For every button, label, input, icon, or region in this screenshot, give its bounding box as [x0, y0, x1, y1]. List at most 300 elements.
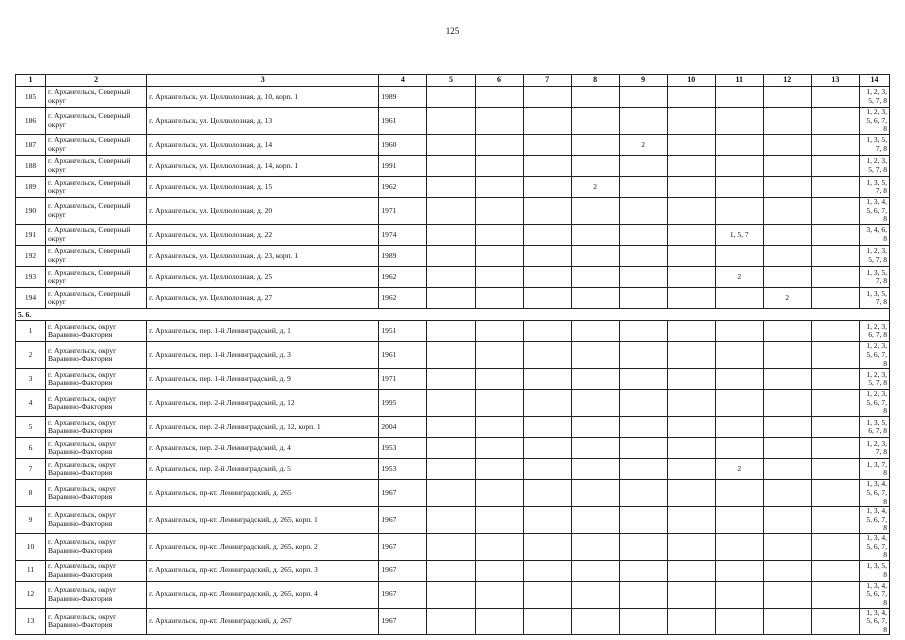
col-5-cell: [427, 507, 475, 534]
table-row: [16, 560, 890, 581]
row-number: 13: [16, 608, 46, 635]
row-number: 187: [16, 134, 46, 155]
col-12-cell: [763, 507, 811, 534]
col-6-cell: [475, 507, 523, 534]
col-11-cell: [715, 581, 763, 608]
year-cell: 1991: [379, 155, 427, 176]
col-14-cell: 1, 3, 4, 5, 6, 7, 8: [859, 533, 889, 560]
col-5-cell: [427, 267, 475, 288]
address-cell: г. Архангельск, ул. Целлюлозная, д. 14, корп. 1: [147, 155, 379, 176]
col-10-cell: [667, 507, 715, 534]
col-11-cell: [715, 417, 763, 438]
col-9-cell: 2: [619, 134, 667, 155]
table-row: [16, 533, 890, 560]
col-14-cell: 1, 2, 3, 6, 7, 8: [859, 321, 889, 342]
col-9-cell: [619, 321, 667, 342]
col-13-cell: [811, 267, 859, 288]
year-cell: 1961: [379, 108, 427, 135]
table-row: [16, 321, 890, 342]
address-cell: г. Архангельск, ул. Целлюлозная, д. 25: [147, 267, 379, 288]
row-number: 186: [16, 108, 46, 135]
col-13-cell: [811, 224, 859, 245]
col-13-cell: [811, 581, 859, 608]
col-8-cell: [571, 438, 619, 459]
col-10-cell: [667, 480, 715, 507]
col-8-cell: [571, 155, 619, 176]
year-cell: 1967: [379, 608, 427, 635]
col-9-cell: [619, 560, 667, 581]
col-7-cell: [523, 369, 571, 390]
col-5-cell: [427, 177, 475, 198]
col-7-cell: [523, 342, 571, 369]
address-cell: г. Архангельск, пер. 2-й Ленинградский, д. 4: [147, 438, 379, 459]
table-row: [16, 198, 890, 225]
col-12-cell: [763, 417, 811, 438]
district-cell: г. Архангельск, округ Варавино-Фактория: [46, 560, 147, 581]
col-11-cell: [715, 390, 763, 417]
table-row: [16, 155, 890, 176]
table-row: [16, 246, 890, 267]
address-cell: г. Архангельск, пр-кт. Ленинградский, д. 265, корп. 3: [147, 560, 379, 581]
col-14-cell: 1, 3, 4, 5, 6, 7, 8: [859, 198, 889, 225]
col-8-cell: [571, 480, 619, 507]
col-6-cell: [475, 246, 523, 267]
year-cell: 1967: [379, 560, 427, 581]
col-12-cell: [763, 224, 811, 245]
col-8-cell: [571, 417, 619, 438]
col-12-cell: [763, 321, 811, 342]
col-13-cell: [811, 438, 859, 459]
table-row: [16, 581, 890, 608]
col-7-cell: [523, 246, 571, 267]
col-14-cell: 1, 2, 3, 5, 6, 7, 8: [859, 108, 889, 135]
year-cell: 1967: [379, 507, 427, 534]
col-8-cell: [571, 134, 619, 155]
col-12-cell: [763, 533, 811, 560]
address-cell: г. Архангельск, пр-кт. Ленинградский, д. 265, корп. 4: [147, 581, 379, 608]
row-number: 10: [16, 533, 46, 560]
col-13-cell: [811, 369, 859, 390]
year-cell: 1951: [379, 321, 427, 342]
col-7-cell: [523, 480, 571, 507]
col-14-cell: 1, 2, 3, 5, 7, 8: [859, 155, 889, 176]
district-cell: г. Архангельск, Северный округ: [46, 87, 147, 108]
col-10-cell: [667, 417, 715, 438]
col-9-cell: [619, 507, 667, 534]
row-number: 1: [16, 321, 46, 342]
year-cell: 1967: [379, 533, 427, 560]
column-header: 9: [619, 75, 667, 87]
row-number: 3: [16, 369, 46, 390]
col-9-cell: [619, 108, 667, 135]
col-12-cell: [763, 267, 811, 288]
col-8-cell: [571, 608, 619, 635]
col-8-cell: [571, 560, 619, 581]
col-7-cell: [523, 198, 571, 225]
row-number: 2: [16, 342, 46, 369]
col-6-cell: [475, 417, 523, 438]
district-cell: г. Архангельск, Северный округ: [46, 288, 147, 309]
col-7-cell: [523, 321, 571, 342]
address-cell: г. Архангельск, ул. Целлюлозная, д. 15: [147, 177, 379, 198]
col-11-cell: 2: [715, 267, 763, 288]
col-9-cell: [619, 177, 667, 198]
col-8-cell: [571, 108, 619, 135]
address-cell: г. Архангельск, пр-кт. Ленинградский, д. 267: [147, 608, 379, 635]
col-5-cell: [427, 108, 475, 135]
address-cell: г. Архангельск, пер. 1-й Ленинградский, д. 9: [147, 369, 379, 390]
address-cell: г. Архангельск, пр-кт. Ленинградский, д. 265, корп. 2: [147, 533, 379, 560]
col-12-cell: [763, 342, 811, 369]
address-cell: г. Архангельск, пер. 2-й Ленинградский, д. 5: [147, 459, 379, 480]
col-8-cell: [571, 369, 619, 390]
col-12-cell: [763, 369, 811, 390]
col-8-cell: [571, 246, 619, 267]
table-row: [16, 342, 890, 369]
year-cell: 1967: [379, 480, 427, 507]
col-13-cell: [811, 480, 859, 507]
col-6-cell: [475, 155, 523, 176]
table-row: [16, 608, 890, 635]
col-10-cell: [667, 438, 715, 459]
col-10-cell: [667, 177, 715, 198]
col-7-cell: [523, 560, 571, 581]
year-cell: 1953: [379, 438, 427, 459]
address-cell: г. Архангельск, ул. Целлюлозная, д. 20: [147, 198, 379, 225]
col-11-cell: [715, 533, 763, 560]
col-11-cell: [715, 608, 763, 635]
column-header: 7: [523, 75, 571, 87]
col-10-cell: [667, 87, 715, 108]
col-6-cell: [475, 177, 523, 198]
column-header: 4: [379, 75, 427, 87]
year-cell: 1971: [379, 369, 427, 390]
col-6-cell: [475, 288, 523, 309]
col-14-cell: 3, 4, 6, 8: [859, 224, 889, 245]
district-cell: г. Архангельск, округ Варавино-Фактория: [46, 581, 147, 608]
col-6-cell: [475, 198, 523, 225]
table-row: [16, 177, 890, 198]
col-6-cell: [475, 342, 523, 369]
table-row: [16, 417, 890, 438]
table-row: [16, 224, 890, 245]
north-district-rows: [16, 87, 890, 309]
row-number: 8: [16, 480, 46, 507]
row-number: 189: [16, 177, 46, 198]
col-14-cell: 1, 3, 5, 7, 8: [859, 288, 889, 309]
row-number: 193: [16, 267, 46, 288]
district-cell: г. Архангельск, округ Варавино-Фактория: [46, 533, 147, 560]
col-11-cell: [715, 134, 763, 155]
col-13-cell: [811, 417, 859, 438]
year-cell: 1967: [379, 581, 427, 608]
col-7-cell: [523, 155, 571, 176]
col-7-cell: [523, 507, 571, 534]
col-8-cell: [571, 267, 619, 288]
district-cell: г. Архангельск, Северный округ: [46, 224, 147, 245]
year-cell: 1961: [379, 342, 427, 369]
table-row: [16, 288, 890, 309]
col-12-cell: [763, 608, 811, 635]
col-12-cell: [763, 198, 811, 225]
col-10-cell: [667, 533, 715, 560]
col-13-cell: [811, 246, 859, 267]
column-header: 13: [811, 75, 859, 87]
col-14-cell: 1, 3, 5, 7, 8: [859, 267, 889, 288]
col-14-cell: 1, 3, 4, 5, 6, 7, 8: [859, 480, 889, 507]
col-14-cell: 1, 3, 5, 6, 7, 8: [859, 417, 889, 438]
table-row: [16, 108, 890, 135]
col-5-cell: [427, 246, 475, 267]
col-13-cell: [811, 155, 859, 176]
col-7-cell: [523, 108, 571, 135]
col-7-cell: [523, 288, 571, 309]
col-11-cell: [715, 108, 763, 135]
col-8-cell: [571, 87, 619, 108]
col-6-cell: [475, 87, 523, 108]
col-9-cell: [619, 288, 667, 309]
col-10-cell: [667, 155, 715, 176]
col-14-cell: 1, 2, 3, 5, 7, 8: [859, 369, 889, 390]
col-14-cell: 1, 3, 4, 5, 6, 7, 8: [859, 608, 889, 635]
row-number: 6: [16, 438, 46, 459]
col-13-cell: [811, 608, 859, 635]
col-10-cell: [667, 369, 715, 390]
col-6-cell: [475, 369, 523, 390]
table-row: [16, 459, 890, 480]
col-8-cell: [571, 198, 619, 225]
col-13-cell: [811, 134, 859, 155]
col-6-cell: [475, 581, 523, 608]
col-11-cell: [715, 288, 763, 309]
col-7-cell: [523, 267, 571, 288]
col-14-cell: 1, 3, 4, 5, 6, 7, 8: [859, 507, 889, 534]
col-5-cell: [427, 459, 475, 480]
address-cell: г. Архангельск, ул. Целлюлозная, д. 14: [147, 134, 379, 155]
row-number: 11: [16, 560, 46, 581]
col-12-cell: [763, 134, 811, 155]
year-cell: 1960: [379, 134, 427, 155]
section-row: [16, 309, 890, 321]
col-10-cell: [667, 108, 715, 135]
col-9-cell: [619, 608, 667, 635]
col-11-cell: [715, 246, 763, 267]
col-5-cell: [427, 533, 475, 560]
col-11-cell: [715, 155, 763, 176]
table-row: [16, 87, 890, 108]
year-cell: 1971: [379, 198, 427, 225]
col-7-cell: [523, 87, 571, 108]
col-5-cell: [427, 198, 475, 225]
address-cell: г. Архангельск, пер. 2-й Ленинградский, д. 12, корп. 1: [147, 417, 379, 438]
district-cell: г. Архангельск, округ Варавино-Фактория: [46, 342, 147, 369]
table-row: [16, 369, 890, 390]
col-9-cell: [619, 155, 667, 176]
col-8-cell: [571, 533, 619, 560]
col-6-cell: [475, 267, 523, 288]
col-10-cell: [667, 459, 715, 480]
col-6-cell: [475, 438, 523, 459]
row-number: 188: [16, 155, 46, 176]
col-5-cell: [427, 581, 475, 608]
col-12-cell: [763, 390, 811, 417]
col-14-cell: 1, 3, 7, 8: [859, 459, 889, 480]
year-cell: 1953: [379, 459, 427, 480]
section-divider: [16, 309, 890, 321]
col-11-cell: [715, 342, 763, 369]
col-10-cell: [667, 198, 715, 225]
col-14-cell: 1, 2, 3, 5, 7, 8: [859, 246, 889, 267]
col-10-cell: [667, 608, 715, 635]
row-number: 192: [16, 246, 46, 267]
row-number: 7: [16, 459, 46, 480]
col-10-cell: [667, 342, 715, 369]
table-row: [16, 134, 890, 155]
col-11-cell: [715, 321, 763, 342]
col-9-cell: [619, 87, 667, 108]
col-14-cell: 1, 2, 3, 7, 8: [859, 438, 889, 459]
year-cell: 2004: [379, 417, 427, 438]
col-12-cell: [763, 87, 811, 108]
col-12-cell: 2: [763, 288, 811, 309]
col-12-cell: [763, 560, 811, 581]
col-5-cell: [427, 321, 475, 342]
col-14-cell: 1, 3, 5, 7, 8: [859, 134, 889, 155]
district-cell: г. Архангельск, Северный округ: [46, 246, 147, 267]
col-8-cell: [571, 342, 619, 369]
year-cell: 1962: [379, 288, 427, 309]
col-9-cell: [619, 224, 667, 245]
table-row: [16, 438, 890, 459]
table-row: [16, 390, 890, 417]
column-header: 2: [46, 75, 147, 87]
district-cell: г. Архангельск, Северный округ: [46, 198, 147, 225]
col-13-cell: [811, 177, 859, 198]
table-row: [16, 267, 890, 288]
col-6-cell: [475, 480, 523, 507]
district-cell: г. Архангельск, округ Варавино-Фактория: [46, 417, 147, 438]
district-cell: г. Архангельск, округ Варавино-Фактория: [46, 438, 147, 459]
col-10-cell: [667, 267, 715, 288]
col-7-cell: [523, 390, 571, 417]
col-9-cell: [619, 438, 667, 459]
col-5-cell: [427, 560, 475, 581]
col-5-cell: [427, 342, 475, 369]
district-cell: г. Архангельск, округ Варавино-Фактория: [46, 390, 147, 417]
year-cell: 1962: [379, 177, 427, 198]
col-6-cell: [475, 533, 523, 560]
col-11-cell: [715, 369, 763, 390]
col-9-cell: [619, 369, 667, 390]
col-12-cell: [763, 581, 811, 608]
col-10-cell: [667, 288, 715, 309]
col-6-cell: [475, 608, 523, 635]
address-cell: г. Архангельск, ул. Целлюлозная, д. 13: [147, 108, 379, 135]
col-5-cell: [427, 438, 475, 459]
col-12-cell: [763, 459, 811, 480]
col-12-cell: [763, 480, 811, 507]
address-cell: г. Архангельск, пр-кт. Ленинградский, д. 265: [147, 480, 379, 507]
col-11-cell: [715, 177, 763, 198]
col-11-cell: [715, 438, 763, 459]
col-8-cell: [571, 581, 619, 608]
varavino-district-rows: [16, 321, 890, 635]
row-number: 9: [16, 507, 46, 534]
col-12-cell: [763, 155, 811, 176]
col-8-cell: 2: [571, 177, 619, 198]
header-row: [16, 75, 890, 87]
district-cell: г. Архангельск, округ Варавино-Фактория: [46, 459, 147, 480]
col-7-cell: [523, 177, 571, 198]
col-7-cell: [523, 134, 571, 155]
col-11-cell: [715, 480, 763, 507]
col-12-cell: [763, 438, 811, 459]
col-8-cell: [571, 507, 619, 534]
column-header: 12: [763, 75, 811, 87]
col-10-cell: [667, 581, 715, 608]
col-13-cell: [811, 390, 859, 417]
year-cell: 1989: [379, 87, 427, 108]
col-5-cell: [427, 390, 475, 417]
col-7-cell: [523, 581, 571, 608]
col-5-cell: [427, 369, 475, 390]
row-number: 185: [16, 87, 46, 108]
col-5-cell: [427, 480, 475, 507]
col-6-cell: [475, 560, 523, 581]
col-10-cell: [667, 390, 715, 417]
col-7-cell: [523, 608, 571, 635]
col-8-cell: [571, 288, 619, 309]
column-header: 6: [475, 75, 523, 87]
col-10-cell: [667, 246, 715, 267]
district-cell: г. Архангельск, Северный округ: [46, 155, 147, 176]
column-header: 14: [859, 75, 889, 87]
col-9-cell: [619, 533, 667, 560]
col-10-cell: [667, 224, 715, 245]
row-number: 4: [16, 390, 46, 417]
column-header: 3: [147, 75, 379, 87]
col-9-cell: [619, 480, 667, 507]
col-10-cell: [667, 134, 715, 155]
col-13-cell: [811, 321, 859, 342]
col-14-cell: 1, 2, 3, 5, 7, 8: [859, 87, 889, 108]
col-8-cell: [571, 321, 619, 342]
col-13-cell: [811, 342, 859, 369]
address-cell: г. Архангельск, пер. 2-й Ленинградский, д. 12: [147, 390, 379, 417]
col-9-cell: [619, 246, 667, 267]
col-9-cell: [619, 198, 667, 225]
col-5-cell: [427, 288, 475, 309]
row-number: 190: [16, 198, 46, 225]
row-number: 194: [16, 288, 46, 309]
col-13-cell: [811, 198, 859, 225]
col-5-cell: [427, 87, 475, 108]
year-cell: 1974: [379, 224, 427, 245]
district-cell: г. Архангельск, округ Варавино-Фактория: [46, 480, 147, 507]
col-9-cell: [619, 459, 667, 480]
col-5-cell: [427, 155, 475, 176]
row-number: 12: [16, 581, 46, 608]
housing-registry-table: [15, 74, 890, 635]
col-6-cell: [475, 224, 523, 245]
col-9-cell: [619, 390, 667, 417]
col-11-cell: [715, 87, 763, 108]
column-header: 11: [715, 75, 763, 87]
col-12-cell: [763, 108, 811, 135]
col-11-cell: 2: [715, 459, 763, 480]
col-10-cell: [667, 560, 715, 581]
district-cell: г. Архангельск, Северный округ: [46, 177, 147, 198]
